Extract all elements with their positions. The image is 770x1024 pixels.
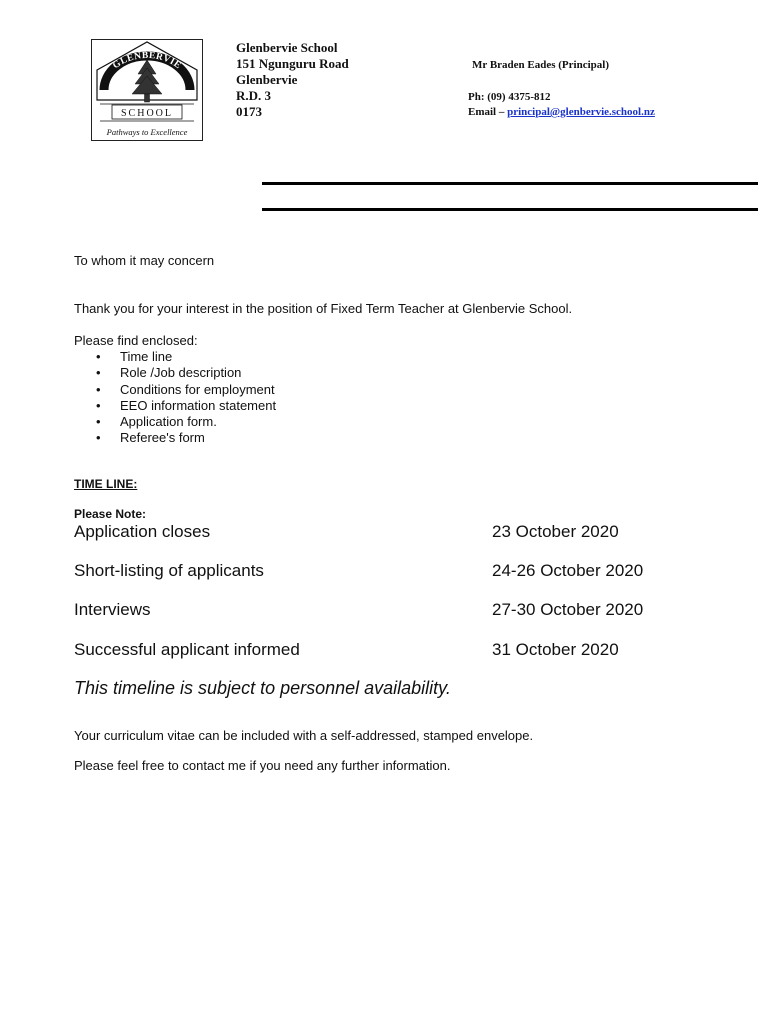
timeline-label: Application closes <box>74 522 211 541</box>
phone-number: Ph: (09) 4375-812 <box>468 91 551 103</box>
please-note: Please Note: <box>74 507 147 521</box>
timeline-date: 23 October 2020 <box>492 522 619 541</box>
email-link[interactable]: principal@glenbervie.school.nz <box>507 106 655 118</box>
address-line: Glenbervie <box>236 72 298 87</box>
timeline-date: 24-26 October 2020 <box>492 561 644 580</box>
address-line: 0173 <box>236 104 262 119</box>
email-line <box>468 105 655 120</box>
timeline-label: Interviews <box>74 600 151 619</box>
contact-details <box>468 90 655 120</box>
list-item: • Conditions for employment <box>94 382 276 398</box>
address-line: R.D. 3 <box>236 88 272 103</box>
timeline-label: Successful applicant informed <box>74 640 300 659</box>
cv-note: Your curriculum vitae can be included with a self-addressed, stamped envelope. <box>74 728 534 743</box>
school-crest-icon <box>92 40 202 140</box>
list-item: • EEO information statement <box>94 398 276 414</box>
timeline-heading: TIME LINE: <box>74 477 138 491</box>
timeline-row <box>74 640 694 662</box>
timeline-row <box>74 600 694 622</box>
list-item: • Referee's form <box>94 430 276 446</box>
school-logo <box>91 39 203 141</box>
crest-school-text: SCHOOL <box>120 108 174 119</box>
timeline-date: 27-30 October 2020 <box>492 600 644 619</box>
enclosed-list <box>94 349 276 447</box>
address-line: Glenbervie School <box>236 40 338 55</box>
list-item: • Application form. <box>94 414 276 430</box>
contact-note: Please feel free to contact me if you need any further information. <box>74 758 451 773</box>
timeline-row <box>74 561 694 583</box>
enclosed-heading: Please find enclosed: <box>74 333 198 348</box>
greeting: To whom it may concern <box>74 253 215 268</box>
timeline-disclaimer: This timeline is subject to personnel availability. <box>74 678 451 698</box>
header-divider-bottom <box>262 208 758 211</box>
timeline-label: Short-listing of applicants <box>74 561 264 580</box>
list-item: • Role /Job description <box>94 365 276 381</box>
timeline-row <box>74 522 694 544</box>
intro-paragraph: Thank you for your interest in the position of Fixed Term Teacher at Glenbervie School. <box>74 301 573 316</box>
address-line: 151 Ngunguru Road <box>236 56 349 71</box>
school-address <box>236 40 349 120</box>
crest-motto: Pathways to Excellence <box>106 127 188 137</box>
crest-arc-text: GLENBERVIE <box>111 50 183 72</box>
email-prefix: Email – <box>468 106 508 118</box>
list-item: • Time line <box>94 349 276 365</box>
header-divider-top <box>262 182 758 185</box>
timeline-date: 31 October 2020 <box>492 640 619 659</box>
principal-name: Mr Braden Eades (Principal) <box>472 59 609 71</box>
